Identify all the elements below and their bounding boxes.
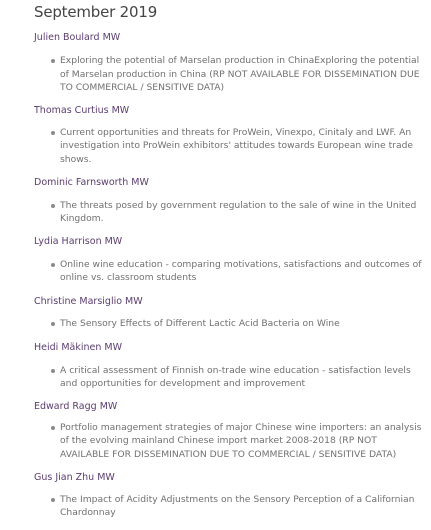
- dissertation-title: Current opportunities and threats for ProWein, Vinexpo, Cinitaly and LWF. An investigation into ProWein exhibitors' attitudes towards European wine trade shows.: [60, 126, 414, 165]
- dissertation-list: [34, 126, 426, 167]
- dissertation-title: Portfolio management strategies of major Chinese wine importers: an analysis of the evolving mainland Chinese import market 2008-2018 (RP NOT AVAILABLE FOR DISSEMINATION DUE TO COMMERCIAL / SENSITIVE DATA): [60, 421, 422, 460]
- bullet-icon: [51, 131, 55, 135]
- entry-lydia-harrison: [34, 236, 426, 285]
- dissertation-item: [60, 317, 426, 331]
- dissertation-list: [34, 364, 426, 391]
- entry-thomas-curtius: [34, 105, 426, 167]
- bullet-icon: [51, 369, 55, 373]
- dissertation-item: [60, 54, 426, 95]
- dissertation-title: The Impact of Acidity Adjustments on the Sensory Perception of a Californian Chardonnay: [60, 493, 415, 519]
- dissertation-title: Exploring the potential of Marselan production in ChinaExploring the potential of Marselan production in China (RP NOT AVAILABLE FOR DISSEMINATION DUE TO COMMERCIAL / SENSITIVE DATA): [60, 55, 420, 94]
- author-name: Heidi Mäkinen MW: [34, 341, 122, 353]
- entry-heidi-makinen: [34, 342, 426, 391]
- author-name: Edward Ragg MW: [34, 400, 118, 412]
- dissertation-title: Online wine education - comparing motivations, satisfactions and outcomes of online vs. classroom students: [60, 258, 422, 284]
- author-name: Gus Jian Zhu MW: [34, 471, 115, 483]
- author-name: Christine Marsiglio MW: [34, 295, 143, 307]
- bullet-icon: [51, 59, 55, 63]
- dissertation-title: The threats posed by government regulation to the sale of wine in the United Kingdom.: [60, 199, 417, 225]
- author-name: Julien Boulard MW: [34, 32, 121, 43]
- dissertation-item: [60, 364, 426, 391]
- bullet-icon: [51, 263, 55, 267]
- author-name: Lydia Harrison MW: [34, 235, 123, 247]
- entry-julien-boulard: [34, 32, 426, 95]
- dissertation-title: A critical assessment of Finnish on-trade wine education - satisfaction levels and opportunities for development and improvement: [60, 364, 411, 390]
- dissertation-list: [34, 421, 426, 462]
- bullet-icon: [51, 322, 55, 326]
- author-name: Thomas Curtius MW: [34, 104, 130, 116]
- dissertation-item: [60, 493, 426, 520]
- dissertation-list: [34, 317, 426, 331]
- dissertation-item: [60, 126, 426, 167]
- month-heading: September 2019: [34, 3, 158, 21]
- author-name: Dominic Farnsworth MW: [34, 176, 149, 188]
- dissertation-list: [34, 54, 426, 95]
- bullet-icon: [51, 426, 55, 430]
- dissertation-list: [34, 493, 426, 520]
- entry-christine-marsiglio: [34, 296, 426, 331]
- dissertation-listing: [34, 0, 426, 520]
- dissertation-item: [60, 199, 426, 226]
- bullet-icon: [51, 204, 55, 208]
- entry-edward-ragg: [34, 401, 426, 462]
- dissertation-title: The Sensory Effects of Different Lactic Acid Bacteria on Wine: [60, 317, 340, 329]
- dissertation-item: [60, 421, 426, 462]
- dissertation-list: [34, 258, 426, 285]
- entry-gus-jian-zhu: [34, 472, 426, 520]
- entry-dominic-farnsworth: [34, 177, 426, 226]
- bullet-icon: [51, 498, 55, 502]
- dissertation-list: [34, 199, 426, 226]
- dissertation-item: [60, 258, 426, 285]
